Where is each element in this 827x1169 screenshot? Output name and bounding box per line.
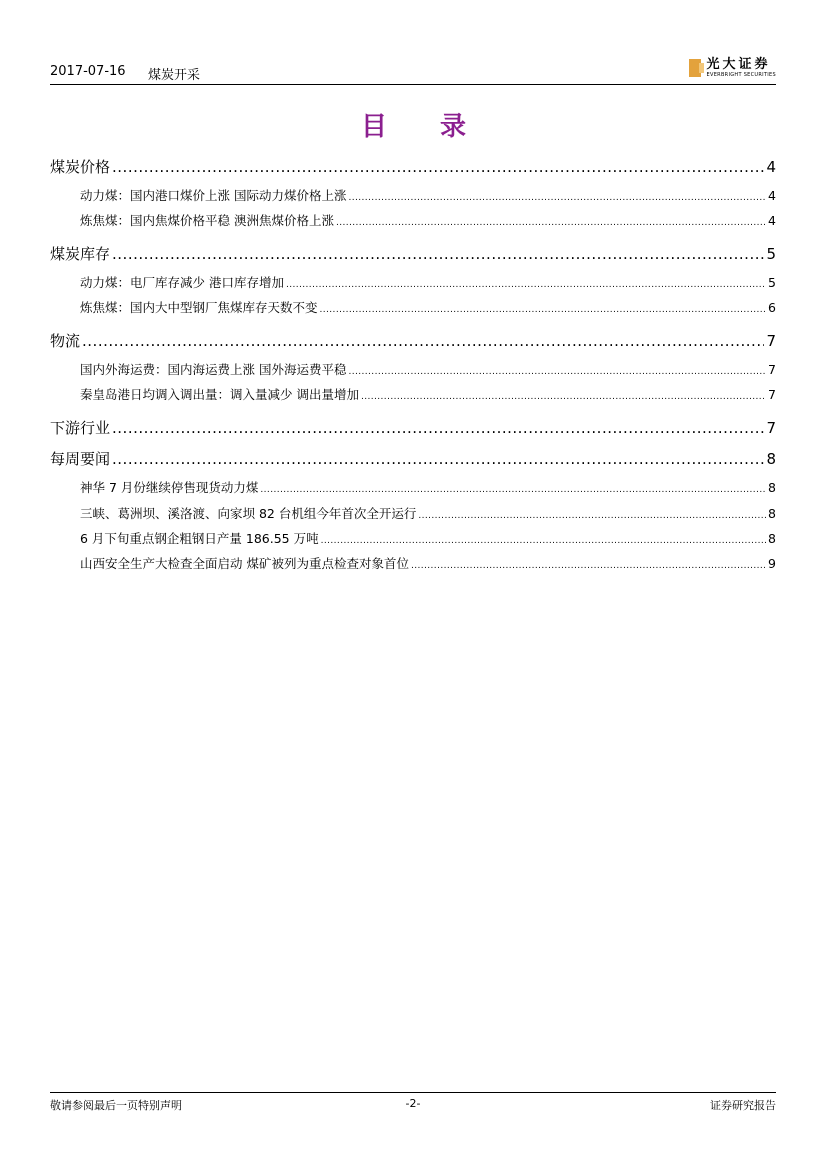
toc-entry-page: 4	[766, 158, 776, 176]
disclaimer-note: 敬请参阅最后一页特别声明	[50, 1099, 182, 1112]
toc-section-entry[interactable]	[50, 243, 776, 264]
toc-subsection-entry[interactable]	[80, 504, 776, 522]
page-footer	[50, 1092, 776, 1113]
toc-entry-text: 国内外海运费：国内海运费上涨 国外海运费平稳	[80, 362, 347, 377]
toc-leader-dots	[348, 367, 766, 377]
toc-entry-text: 动力煤：电厂库存减少 港口库存增加	[80, 275, 284, 290]
toc-leader-dots	[112, 158, 764, 176]
toc-entry-page: 4	[768, 188, 776, 203]
toc-entry-page: 7	[768, 387, 776, 402]
toc-section-entry[interactable]	[50, 448, 776, 469]
toc-entry-page: 4	[768, 213, 776, 228]
toc-leader-dots	[320, 305, 767, 315]
toc-subsection-entry[interactable]	[80, 360, 776, 378]
toc-entry-page: 7	[768, 362, 776, 377]
toc-section-entry[interactable]	[50, 417, 776, 438]
toc-subsection-entry[interactable]	[80, 554, 776, 572]
toc-section-entry[interactable]	[50, 156, 776, 177]
toc-entry-text: 秦皇岛港日均调入调出量：调入量减少 调出量增加	[80, 387, 359, 402]
toc-entry-page: 5	[768, 275, 776, 290]
toc-entry-page: 8	[768, 531, 776, 546]
toc-entry-page: 5	[766, 245, 776, 263]
toc-subsection-entry[interactable]	[80, 385, 776, 403]
toc-entry-text: 物流	[50, 332, 81, 350]
toc-leader-dots	[82, 332, 764, 350]
toc-leader-dots	[112, 419, 764, 437]
toc-entry-text: 动力煤：国内港口煤价上涨 国际动力煤价格上涨	[80, 188, 347, 203]
page-header	[50, 56, 776, 85]
toc-entry-text: 山西安全生产大检查全面启动 煤矿被列为重点检查对象首位	[80, 556, 409, 571]
toc-entry-page: 8	[768, 480, 776, 495]
toc-entry-page: 9	[768, 556, 776, 571]
logo-icon	[689, 59, 701, 77]
toc-title: 目 录	[360, 112, 489, 142]
toc-leader-dots	[336, 218, 766, 228]
toc-subsection-entry[interactable]	[80, 273, 776, 291]
toc-entry-page: 8	[768, 506, 776, 521]
report-section: 煤炭开采	[148, 68, 201, 83]
toc-leader-dots	[286, 280, 766, 290]
report-date: 2017-07-16	[50, 64, 126, 79]
logo-cn-text: 光大证券	[706, 57, 771, 72]
toc-entry-text: 每周要闻	[50, 450, 111, 468]
toc-subsection-entry[interactable]	[80, 529, 776, 547]
toc-entry-page: 7	[766, 419, 776, 437]
toc-leader-dots	[112, 450, 764, 468]
toc-entry-text: 下游行业	[50, 419, 111, 437]
toc-entry-page: 7	[766, 332, 776, 350]
report-type: 证券研究报告	[710, 1099, 776, 1112]
toc-subsection-entry[interactable]	[80, 298, 776, 316]
toc-entry-text: 炼焦煤：国内大中型钢厂焦煤库存天数不变	[80, 300, 318, 315]
toc-leader-dots	[321, 536, 766, 546]
toc-subsection-entry[interactable]	[80, 186, 776, 204]
toc-entry-text: 炼焦煤：国内焦煤价格平稳 澳洲焦煤价格上涨	[80, 213, 334, 228]
toc-leader-dots	[112, 245, 764, 263]
toc-entry-page: 6	[768, 300, 776, 315]
logo-en-text: EVERBRIGHT SECURITIES	[706, 72, 776, 78]
toc-entry-text: 三峡、葛洲坝、溪洛渡、向家坝 82 台机组今年首次全开运行	[80, 506, 417, 521]
toc-subsection-entry[interactable]	[80, 211, 776, 229]
toc-entry-text: 神华 7 月份继续停售现货动力煤	[80, 480, 259, 495]
toc-entry-text: 6 月下旬重点钢企粗钢日产量 186.55 万吨	[80, 531, 319, 546]
toc-leader-dots	[348, 193, 766, 203]
toc-entry-text: 煤炭库存	[50, 245, 111, 263]
toc-leader-dots	[411, 561, 766, 571]
company-logo	[689, 56, 776, 80]
toc-entry-text: 煤炭价格	[50, 158, 111, 176]
toc-leader-dots	[418, 511, 766, 521]
toc-leader-dots	[361, 392, 766, 402]
toc-subsection-entry[interactable]	[80, 478, 776, 496]
toc-leader-dots	[260, 485, 766, 495]
toc-section-entry[interactable]	[50, 330, 776, 351]
page-number: -2-	[405, 1097, 421, 1110]
toc-entry-page: 8	[766, 450, 776, 468]
